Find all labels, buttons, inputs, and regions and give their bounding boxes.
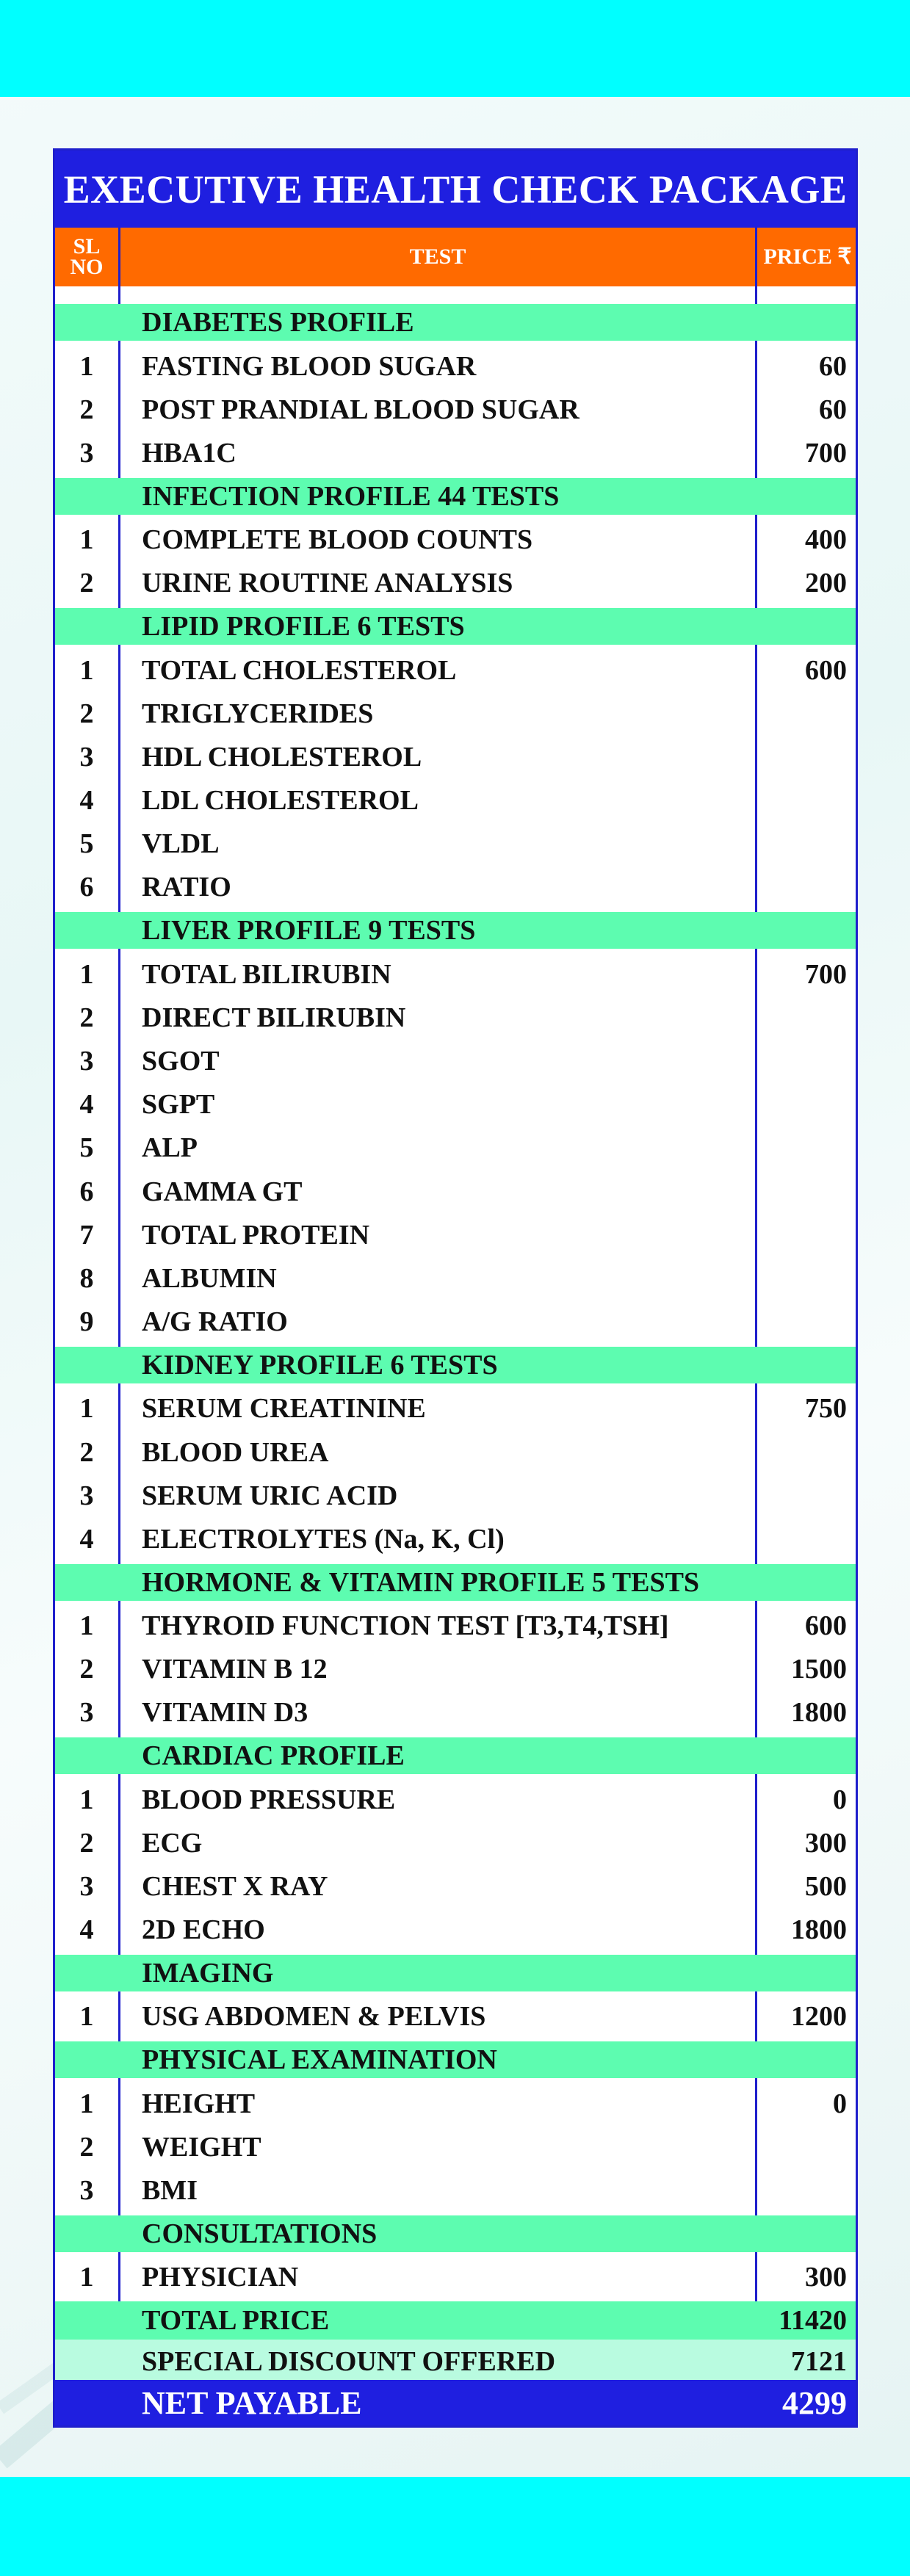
cell-sl: 7 xyxy=(79,1219,94,1251)
cell-test: HDL CHOLESTEROL xyxy=(142,741,422,773)
cell-price xyxy=(757,1170,847,1213)
cell-test: 2D ECHO xyxy=(142,1914,265,1946)
cell-test: DIABETES PROFILE xyxy=(142,307,414,338)
cell-test: URINE ROUTINE ANALYSIS xyxy=(142,568,513,599)
cell-test: IMAGING xyxy=(142,1957,274,1989)
cell-price xyxy=(757,478,847,515)
cell-test: COMPLETE BLOOD COUNTS xyxy=(142,524,533,556)
cell-sl xyxy=(55,1564,118,1601)
cell-sl: 3 xyxy=(79,2174,94,2206)
cell-sl: 1 xyxy=(79,2088,94,2119)
table-row xyxy=(55,1778,856,1821)
table-row xyxy=(55,648,856,692)
section-row xyxy=(55,912,856,949)
table-row xyxy=(55,1474,856,1517)
cell-test: POST PRANDIAL BLOOD SUGAR xyxy=(142,394,579,425)
cell-sl xyxy=(55,478,118,515)
cell-sl: 1 xyxy=(79,958,94,990)
cell-test: TOTAL BILIRUBIN xyxy=(142,958,391,990)
cell-sl: 4 xyxy=(79,1523,94,1555)
cell-price xyxy=(757,304,847,341)
cell-price xyxy=(757,1474,847,1517)
cell-test: HEIGHT xyxy=(142,2088,256,2119)
cell-sl: 3 xyxy=(79,1697,94,1729)
discount-row xyxy=(55,2340,856,2384)
cell-sl xyxy=(55,1737,118,1774)
cell-price xyxy=(757,735,847,778)
cell-price: 0 xyxy=(833,2088,847,2119)
cell-price xyxy=(757,2125,847,2168)
cell-test: ECG xyxy=(142,1827,203,1859)
cell-price xyxy=(757,2215,847,2252)
cell-sl: 1 xyxy=(79,654,94,686)
table-row xyxy=(55,1126,856,1170)
table-row xyxy=(55,1083,856,1126)
table-row xyxy=(55,562,856,605)
cell-price xyxy=(757,1126,847,1170)
cell-sl: 3 xyxy=(79,1871,94,1903)
cell-test: WEIGHT xyxy=(142,2131,261,2163)
section-row xyxy=(55,1347,856,1383)
table-header xyxy=(55,228,856,286)
section-row xyxy=(55,608,856,645)
cell-test: LIPID PROFILE 6 TESTS xyxy=(142,610,465,642)
cell-price: 200 xyxy=(805,568,847,599)
cell-price xyxy=(757,2041,847,2078)
cell-test: BMI xyxy=(142,2174,198,2206)
cell-price xyxy=(757,1300,847,1344)
cell-test: LIVER PROFILE 9 TESTS xyxy=(142,915,476,947)
cell-test: KIDNEY PROFILE 6 TESTS xyxy=(142,1349,498,1381)
top-band xyxy=(0,0,910,97)
cell-sl: 1 xyxy=(79,524,94,556)
cell-sl: 2 xyxy=(79,568,94,599)
cell-sl xyxy=(55,2340,118,2384)
net-payable-row xyxy=(55,2380,856,2425)
section-row xyxy=(55,2215,856,2252)
cell-sl xyxy=(55,2215,118,2252)
cell-test: CHEST X RAY xyxy=(142,1871,328,1903)
cell-sl: 8 xyxy=(79,1262,94,1294)
total-row xyxy=(55,2301,856,2340)
cell-sl: 2 xyxy=(79,698,94,729)
cell-price: 1500 xyxy=(791,1654,847,1685)
table-row xyxy=(55,952,856,996)
cell-price: 400 xyxy=(805,524,847,556)
table-row xyxy=(55,1995,856,2038)
cell-price: 1800 xyxy=(791,1914,847,1946)
cell-sl: 3 xyxy=(79,741,94,773)
table-row xyxy=(55,1691,856,1734)
cell-test: HBA1C xyxy=(142,437,236,468)
header-sl-no: SL NO xyxy=(70,234,104,279)
table-row xyxy=(55,2125,856,2168)
table-row xyxy=(55,1213,856,1256)
table-row xyxy=(55,388,856,431)
cell-sl: 1 xyxy=(79,350,94,382)
cell-test: VITAMIN B 12 xyxy=(142,1654,328,1685)
section-row xyxy=(55,1564,856,1601)
cell-sl: 1 xyxy=(79,2001,94,2033)
cell-test: TOTAL CHOLESTEROL xyxy=(142,654,457,686)
table-row xyxy=(55,2168,856,2212)
cell-sl: 4 xyxy=(79,1089,94,1121)
table-row xyxy=(55,866,856,909)
section-row xyxy=(55,304,856,341)
cell-price: 600 xyxy=(805,1610,847,1642)
cell-test: A/G RATIO xyxy=(142,1306,288,1338)
header-test: TEST xyxy=(409,245,466,269)
bottom-band xyxy=(0,2477,910,2576)
cell-price: 300 xyxy=(805,2262,847,2293)
cell-test: BLOOD PRESSURE xyxy=(142,1784,396,1815)
cell-test: CONSULTATIONS xyxy=(142,2218,378,2249)
header-price: PRICE ₹ xyxy=(763,245,852,269)
cell-test: TOTAL PRICE xyxy=(142,2304,330,2336)
table-body xyxy=(55,301,856,2384)
cell-price: 600 xyxy=(805,654,847,686)
table-row xyxy=(55,2256,856,2299)
cell-test: HORMONE & VITAMIN PROFILE 5 TESTS xyxy=(142,1566,700,1598)
cell-sl xyxy=(55,2041,118,2078)
cell-price xyxy=(757,822,847,866)
cell-test: RATIO xyxy=(142,872,231,903)
cell-price xyxy=(757,779,847,822)
cell-sl xyxy=(55,1955,118,1991)
cell-sl: 1 xyxy=(79,1784,94,1815)
cell-sl xyxy=(55,912,118,949)
cell-sl: 2 xyxy=(79,2131,94,2163)
cell-sl: 9 xyxy=(79,1306,94,1338)
cell-test: BLOOD UREA xyxy=(142,1436,329,1468)
cell-sl: 1 xyxy=(79,2262,94,2293)
table-row xyxy=(55,1430,856,1474)
cell-test: LDL CHOLESTEROL xyxy=(142,785,419,817)
cell-price xyxy=(757,1213,847,1256)
cell-sl: 2 xyxy=(79,1654,94,1685)
cell-price: 500 xyxy=(805,1871,847,1903)
cell-sl xyxy=(55,304,118,341)
cell-sl: 5 xyxy=(79,828,94,860)
table-row xyxy=(55,1909,856,1952)
cell-test: DIRECT BILIRUBIN xyxy=(142,1002,406,1033)
table-row xyxy=(55,344,856,388)
table-row xyxy=(55,431,856,474)
cell-price xyxy=(757,692,847,735)
cell-price xyxy=(757,1430,847,1474)
cell-price xyxy=(757,866,847,909)
cell-price xyxy=(757,2168,847,2212)
table-row xyxy=(55,735,856,778)
cell-price: 750 xyxy=(805,1393,847,1425)
cell-price: 700 xyxy=(805,437,847,468)
cell-sl: 2 xyxy=(79,1002,94,1033)
cell-price xyxy=(757,912,847,949)
cell-price xyxy=(757,1955,847,1991)
table-row xyxy=(55,1648,856,1691)
table-row xyxy=(55,1604,856,1648)
cell-price: 11420 xyxy=(779,2304,847,2336)
cell-price: 60 xyxy=(819,394,847,425)
cell-test: ELECTROLYTES (Na, K, Cl) xyxy=(142,1523,505,1555)
cell-sl: 1 xyxy=(79,1610,94,1642)
table-row xyxy=(55,1517,856,1560)
cell-sl: 1 xyxy=(79,1393,94,1425)
cell-price xyxy=(757,1083,847,1126)
cell-price: 60 xyxy=(819,350,847,382)
table-row xyxy=(55,1039,856,1082)
cell-test: ALBUMIN xyxy=(142,1262,277,1294)
table-row xyxy=(55,779,856,822)
cell-test: FASTING BLOOD SUGAR xyxy=(142,350,477,382)
section-row xyxy=(55,1737,856,1774)
cell-test: PHYSICAL EXAMINATION xyxy=(142,2044,497,2075)
cell-sl: 4 xyxy=(79,1914,94,1946)
table-row xyxy=(55,2082,856,2125)
cell-price xyxy=(757,1256,847,1300)
table-row xyxy=(55,1170,856,1213)
package-table xyxy=(53,148,858,2428)
cell-test: SERUM URIC ACID xyxy=(142,1480,398,1511)
table-row xyxy=(55,1300,856,1344)
cell-price xyxy=(757,608,847,645)
cell-sl: 3 xyxy=(79,1480,94,1511)
cell-price xyxy=(757,1039,847,1082)
cell-price xyxy=(757,1737,847,1774)
cell-test: CARDIAC PROFILE xyxy=(142,1740,405,1772)
section-row xyxy=(55,478,856,515)
cell-price: 300 xyxy=(805,1827,847,1859)
table-row xyxy=(55,1256,856,1300)
cell-sl: 3 xyxy=(79,437,94,468)
cell-price: 0 xyxy=(833,1784,847,1815)
cell-sl: 6 xyxy=(79,1176,94,1207)
cell-sl: 2 xyxy=(79,394,94,425)
cell-test: ALP xyxy=(142,1132,198,1164)
cell-sl: 3 xyxy=(79,1046,94,1077)
table-row xyxy=(55,822,856,866)
cell-test: PHYSICIAN xyxy=(142,2262,299,2293)
cell-sl xyxy=(55,608,118,645)
cell-sl xyxy=(55,2301,118,2340)
cell-test: SGPT xyxy=(142,1089,215,1121)
cell-price: 7121 xyxy=(791,2345,847,2377)
table-row xyxy=(55,1821,856,1864)
section-row xyxy=(55,2041,856,2078)
cell-sl: 6 xyxy=(79,872,94,903)
cell-price xyxy=(757,1347,847,1383)
cell-test: TRIGLYCERIDES xyxy=(142,698,374,729)
package-title: EXECUTIVE HEALTH CHECK PACKAGE xyxy=(55,151,856,228)
cell-test: INFECTION PROFILE 44 TESTS xyxy=(142,480,560,512)
table-row xyxy=(55,1864,856,1908)
cell-price xyxy=(757,1564,847,1601)
cell-test: SERUM CREATININE xyxy=(142,1393,426,1425)
cell-price: 1200 xyxy=(791,2001,847,2033)
table-row xyxy=(55,692,856,735)
net-payable-value: 4299 xyxy=(782,2384,847,2421)
net-payable-label: NET PAYABLE xyxy=(142,2384,362,2421)
cell-test: SPECIAL DISCOUNT OFFERED xyxy=(142,2345,556,2377)
cell-price xyxy=(757,996,847,1039)
cell-test: THYROID FUNCTION TEST [T3,T4,TSH] xyxy=(142,1610,669,1642)
table-row xyxy=(55,996,856,1039)
cell-test: GAMMA GT xyxy=(142,1176,303,1207)
cell-sl xyxy=(55,1347,118,1383)
cell-price: 1800 xyxy=(791,1697,847,1729)
cell-sl: 2 xyxy=(79,1827,94,1859)
cell-test: USG ABDOMEN & PELVIS xyxy=(142,2001,486,2033)
cell-test: TOTAL PROTEIN xyxy=(142,1219,370,1251)
cell-sl: 5 xyxy=(79,1132,94,1164)
cell-price: 700 xyxy=(805,958,847,990)
cell-sl: 4 xyxy=(79,785,94,817)
section-row xyxy=(55,1955,856,1991)
cell-price xyxy=(757,1517,847,1560)
table-row xyxy=(55,518,856,562)
cell-test: VLDL xyxy=(142,828,220,860)
cell-test: VITAMIN D3 xyxy=(142,1697,308,1729)
cell-sl: 2 xyxy=(79,1436,94,1468)
table-row xyxy=(55,1387,856,1430)
cell-test: SGOT xyxy=(142,1046,220,1077)
